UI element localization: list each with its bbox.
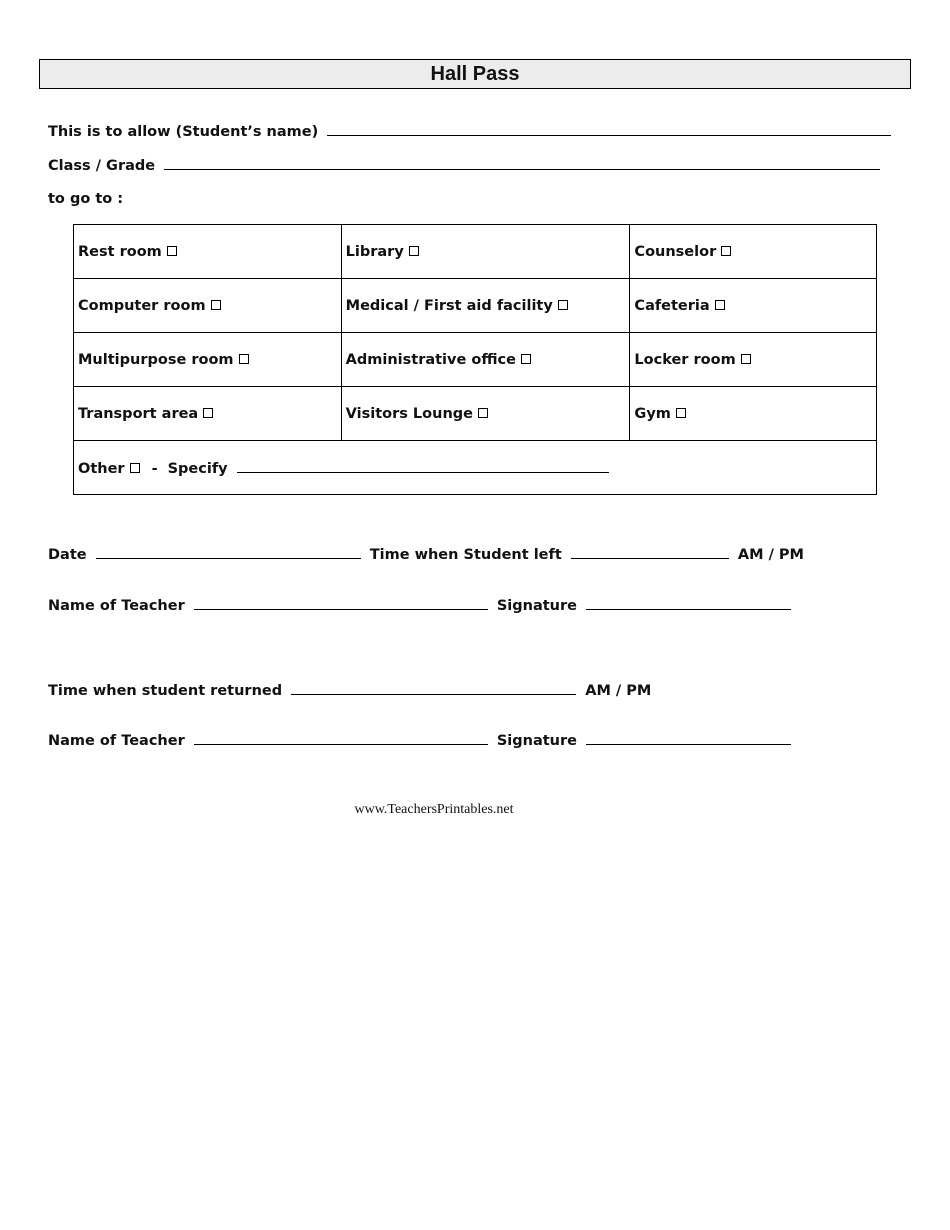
checkbox[interactable] [167,246,177,256]
destination-option[interactable] [341,279,630,333]
table-row [74,441,877,495]
go-to-label: to go to : [48,191,124,207]
return-teacher-line [48,731,791,750]
signature-label: Signature [496,598,577,614]
specify-field[interactable] [237,459,609,473]
destination-label: Locker room [634,351,736,368]
checkbox[interactable] [203,408,213,418]
checkbox[interactable] [130,463,140,473]
time-returned-line [48,681,651,700]
time-returned-field[interactable] [291,681,576,695]
specify-label: Specify [167,460,228,477]
checkbox[interactable] [715,300,725,310]
class-grade-field[interactable] [164,156,880,170]
table-row [74,387,877,441]
destination-option[interactable] [630,225,877,279]
teacher-name-label: Name of Teacher [48,733,185,749]
destination-table [73,224,877,495]
destination-label: Cafeteria [634,297,710,314]
time-left-field[interactable] [571,545,729,559]
checkbox[interactable] [521,354,531,364]
date-time-left-line [48,545,804,564]
destination-label: Multipurpose room [78,351,234,368]
checkbox[interactable] [211,300,221,310]
destination-label: Transport area [78,405,199,422]
am-pm-label: AM / PM [737,547,804,563]
other-label: Other [78,460,125,477]
departure-teacher-line [48,596,791,615]
date-label: Date [48,547,87,563]
checkbox[interactable] [409,246,419,256]
destination-option[interactable] [74,387,342,441]
table-row [74,279,877,333]
destination-option[interactable] [341,333,630,387]
destination-label: Gym [634,405,671,422]
destination-label: Rest room [78,243,162,260]
title-bar [39,59,911,89]
table-row [74,333,877,387]
signature-field[interactable] [586,596,791,610]
checkbox[interactable] [558,300,568,310]
checkbox[interactable] [478,408,488,418]
destination-label: Medical / First aid facility [345,297,553,314]
checkbox[interactable] [741,354,751,364]
destination-label: Visitors Lounge [345,405,473,422]
class-grade-label: Class / Grade [48,158,156,174]
destination-label: Computer room [78,297,206,314]
destination-label: Library [345,243,404,260]
date-field[interactable] [96,545,361,559]
destination-option[interactable] [341,225,630,279]
time-left-label: Time when Student left [369,547,562,563]
footer-url: www.TeachersPrintables.net [354,802,514,817]
time-returned-label: Time when student returned [48,683,283,699]
page-title: Hall Pass [430,62,520,85]
destination-option[interactable] [630,333,877,387]
destination-option[interactable] [630,279,877,333]
table-row [74,225,877,279]
destination-option[interactable] [630,387,877,441]
destination-label: Counselor [634,243,717,260]
dash-separator: - [151,460,158,477]
student-name-field[interactable] [327,122,891,136]
signature-label: Signature [496,733,577,749]
student-name-label: This is to allow (Student’s name) [48,124,319,140]
signature-field[interactable] [586,731,791,745]
checkbox[interactable] [239,354,249,364]
other-option [74,441,877,495]
am-pm-label: AM / PM [585,683,652,699]
checkbox[interactable] [676,408,686,418]
destination-option[interactable] [74,225,342,279]
destination-option[interactable] [341,387,630,441]
class-grade-line [48,156,880,175]
teacher-name-field[interactable] [194,731,488,745]
destination-label: Administrative office [345,351,516,368]
checkbox[interactable] [721,246,731,256]
teacher-name-field[interactable] [194,596,488,610]
student-name-line [48,122,891,141]
destination-option[interactable] [74,333,342,387]
teacher-name-label: Name of Teacher [48,598,185,614]
destination-option[interactable] [74,279,342,333]
